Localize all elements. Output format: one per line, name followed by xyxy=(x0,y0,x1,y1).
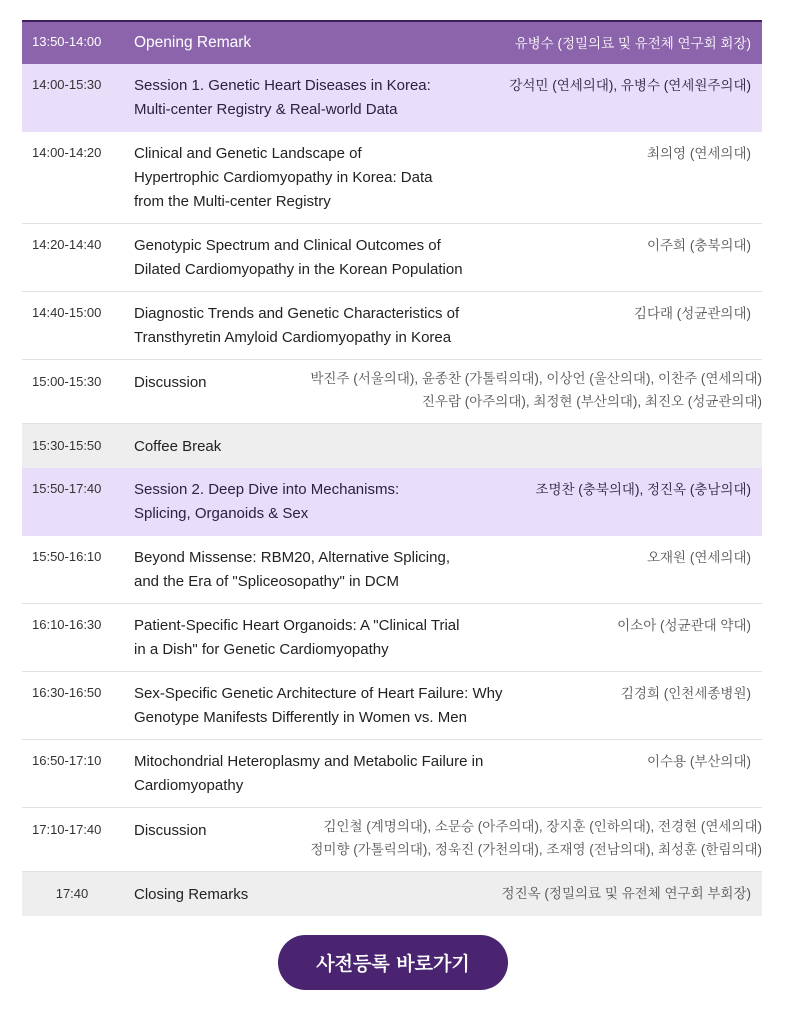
schedule-row-talk xyxy=(22,224,762,292)
title-cell xyxy=(134,468,399,526)
pre-registration-button[interactable]: 사전등록 바로가기 xyxy=(278,935,508,990)
speaker-line: 정미향 (가톨릭의대), 정욱진 (가천의대), 조재영 (전남의대), 최성훈 (한림의대) xyxy=(310,842,762,857)
speaker-cell: 오재원 (연세의대) xyxy=(646,550,751,565)
schedule-row-talk xyxy=(22,672,762,740)
time-cell: 16:10-16:30 xyxy=(32,617,102,632)
title-cell: Discussion xyxy=(134,374,207,391)
speaker-cell: 정진옥 (정밀의료 및 유전체 연구회 부회장) xyxy=(501,886,751,901)
schedule-row-talk xyxy=(22,132,762,224)
speaker-cell: 강석민 (연세의대), 유병수 (연세원주의대) xyxy=(509,78,751,93)
title-line: Sex-Specific Genetic Architecture of Heart Failure: Why xyxy=(134,685,503,702)
time-cell: 13:50-14:00 xyxy=(32,34,102,49)
title-line: Genotypic Spectrum and Clinical Outcomes of xyxy=(134,237,441,254)
schedule-row-session-1 xyxy=(22,64,762,132)
speaker-cell: 김다래 (성균관의대) xyxy=(633,306,751,321)
speaker-cell: 이수용 (부산의대) xyxy=(646,754,751,769)
schedule-row-talk xyxy=(22,292,762,360)
title-line: Hypertrophic Cardiomyopathy in Korea: Data xyxy=(134,169,433,186)
title-cell: Discussion xyxy=(134,822,207,839)
time-cell: 15:50-17:40 xyxy=(32,481,102,496)
title-cell xyxy=(134,740,483,798)
title-line: Multi-center Registry & Real-world Data xyxy=(134,101,398,118)
schedule-row-session-2 xyxy=(22,468,762,536)
speaker-cell: 이주희 (충북의대) xyxy=(646,238,751,253)
title-cell xyxy=(134,292,459,350)
schedule-row-talk xyxy=(22,740,762,808)
title-line: from the Multi-center Registry xyxy=(134,193,331,210)
title-cell: Opening Remark xyxy=(134,34,252,51)
title-line: Transthyretin Amyloid Cardiomyopathy in Korea xyxy=(134,329,452,346)
speaker-line: 진우람 (아주의대), 최정현 (부산의대), 최진오 (성균관의대) xyxy=(421,394,762,409)
title-line: Splicing, Organoids & Sex xyxy=(134,505,309,522)
title-line: and the Era of "Spliceosopathy" in DCM xyxy=(134,573,399,590)
speaker-cell xyxy=(310,815,762,861)
title-cell xyxy=(134,536,450,594)
title-line: Beyond Missense: RBM20, Alternative Splicing, xyxy=(134,549,450,566)
time-cell: 14:40-15:00 xyxy=(32,305,102,320)
time-cell: 16:50-17:10 xyxy=(32,753,102,768)
speaker-cell: 김경희 (인천세종병원) xyxy=(620,686,751,701)
time-cell: 14:20-14:40 xyxy=(32,237,102,252)
title-cell xyxy=(134,64,431,122)
title-line: in a Dish" for Genetic Cardiomyopathy xyxy=(134,641,389,658)
time-cell: 16:30-16:50 xyxy=(32,685,102,700)
time-cell: 15:00-15:30 xyxy=(32,374,102,389)
title-cell xyxy=(134,132,432,214)
schedule-row-closing-remarks xyxy=(22,872,762,916)
schedule-row-coffee-break xyxy=(22,424,762,468)
title-line: Cardiomyopathy xyxy=(134,777,244,794)
title-cell: Closing Remarks xyxy=(134,886,249,903)
title-cell xyxy=(134,604,459,662)
schedule-row-discussion xyxy=(22,808,762,872)
schedule-row-talk xyxy=(22,604,762,672)
schedule-row-opening-remark xyxy=(22,22,762,64)
speaker-line: 박진주 (서울의대), 윤종찬 (가톨릭의대), 이상언 (울산의대), 이찬주 (연세의대) xyxy=(310,371,762,386)
speaker-cell xyxy=(310,367,762,413)
title-cell xyxy=(134,672,502,730)
time-cell: 14:00-14:20 xyxy=(32,145,102,160)
title-line: Clinical and Genetic Landscape of xyxy=(134,145,362,162)
speaker-cell: 조명찬 (충북의대), 정진옥 (충남의대) xyxy=(535,482,751,497)
speaker-line: 김인철 (계명의대), 소문승 (아주의대), 장지훈 (인하의대), 전경현 (연세의대) xyxy=(323,819,762,834)
title-line: Diagnostic Trends and Genetic Characteristics of xyxy=(134,305,460,322)
speaker-cell: 최의영 (연세의대) xyxy=(646,146,751,161)
title-line: Patient-Specific Heart Organoids: A "Clinical Trial xyxy=(134,617,460,634)
speaker-cell: 이소아 (성균관대 약대) xyxy=(617,618,751,633)
speaker-cell: 유병수 (정밀의료 및 유전체 연구회 회장) xyxy=(514,36,751,51)
time-cell: 14:00-15:30 xyxy=(32,77,102,92)
title-line: Genotype Manifests Differently in Women vs. Men xyxy=(134,709,467,726)
time-cell: 15:50-16:10 xyxy=(32,549,102,564)
title-cell: Coffee Break xyxy=(134,438,222,455)
title-line: Dilated Cardiomyopathy in the Korean Population xyxy=(134,261,463,278)
title-line: Session 1. Genetic Heart Diseases in Korea: xyxy=(134,77,431,94)
time-cell: 15:30-15:50 xyxy=(32,438,102,453)
time-cell: 17:40 xyxy=(55,886,89,901)
title-line: Session 2. Deep Dive into Mechanisms: xyxy=(134,481,400,498)
schedule-row-talk xyxy=(22,536,762,604)
time-cell: 17:10-17:40 xyxy=(32,822,102,837)
title-cell xyxy=(134,224,463,282)
schedule-row-discussion xyxy=(22,360,762,424)
program-schedule-table xyxy=(22,20,762,916)
title-line: Mitochondrial Heteroplasmy and Metabolic Failure in xyxy=(134,753,484,770)
